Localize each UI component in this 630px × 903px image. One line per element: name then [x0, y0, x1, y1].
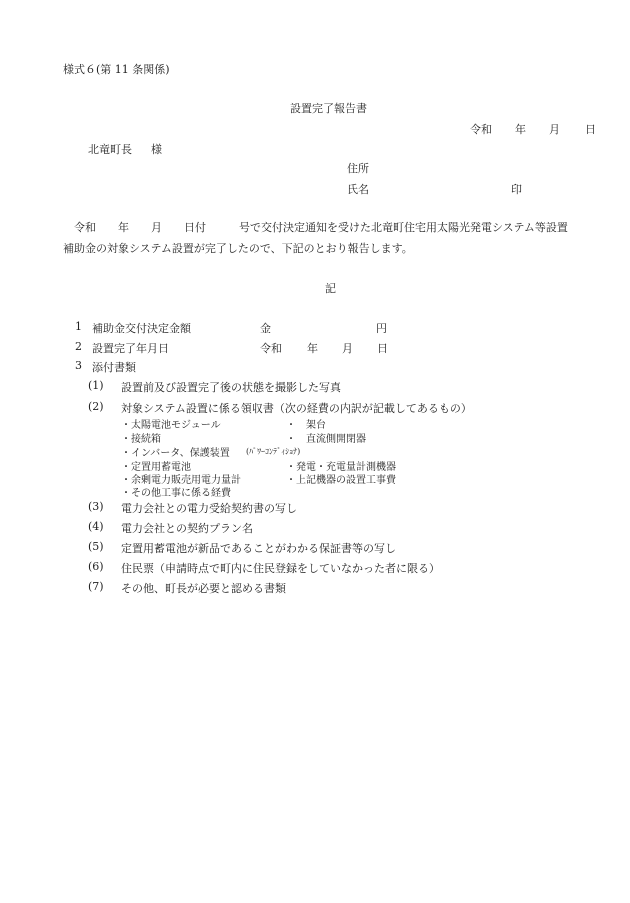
item-number: 3 [75, 359, 82, 372]
date-year: 年 [515, 123, 526, 136]
attachment-number: (6) [88, 560, 104, 573]
item-label: 設置完了年月日 [92, 342, 169, 355]
attachment-text: 定置用蓄電池が新品であることがわかる保証書等の写し [121, 542, 396, 555]
attachment-text: 電力会社との電力受給契約書の写し [121, 502, 297, 515]
attachment-number: (3) [88, 500, 104, 513]
item-label: 添付書類 [92, 361, 136, 374]
body-line-1: 令和 年 月 日付 号で交付決定通知を受けた北竜町住宅用太陽光発電システム等設置 [63, 221, 568, 234]
expense-item: ・余剰電力販売用電力量計 [121, 475, 241, 486]
expense-item: ・発電・充電量計測機器 [286, 462, 396, 473]
item-number: 2 [75, 340, 82, 353]
expense-item: ・インバータ、保護装置 [121, 448, 230, 459]
date-day: 日 [585, 123, 596, 136]
ki-heading: 記 [325, 282, 336, 295]
expense-item: ・接続箱 [121, 434, 161, 445]
attachment-text: その他、町長が必要と認める書類 [121, 582, 286, 595]
expense-item: ・上記機器の設置工事費 [286, 475, 396, 486]
attachment-number: (2) [88, 400, 104, 413]
completion-day: 日 [377, 342, 388, 355]
name-label: 氏名 [347, 183, 369, 196]
attachment-number: (7) [88, 580, 104, 593]
attachment-text: 住民票（申請時点で町内に住民登録をしていなかった者に限る） [121, 562, 440, 575]
form-label: 様式６(第 11 条関係) [63, 63, 170, 76]
attachment-number: (4) [88, 520, 104, 533]
expense-item: ・ 直流側開閉器 [286, 434, 366, 445]
attachment-text: 電力会社との契約プラン名 [121, 522, 253, 535]
amount-unit: 円 [376, 322, 387, 335]
expense-item: ・ 架台 [286, 420, 326, 431]
addressee-honorific: 様 [151, 143, 162, 156]
document-title: 設置完了報告書 [290, 102, 367, 115]
date-month: 月 [549, 123, 560, 136]
date-era: 令和 [470, 123, 492, 136]
attachment-number: (1) [88, 379, 104, 392]
addressee-name: 北竜町長 [88, 143, 132, 156]
item-label: 補助金交付決定金額 [92, 322, 191, 335]
attachment-number: (5) [88, 540, 104, 553]
completion-year: 年 [307, 342, 318, 355]
body-line-2: 補助金の対象システム設置が完了したので、下記のとおり報告します。 [63, 242, 413, 255]
inverter-note: (ﾊﾟﾜｰｺﾝﾃﾞｨｼｮﾅ) [246, 447, 301, 456]
address-label: 住所 [347, 162, 369, 175]
expense-item: ・定置用蓄電池 [121, 462, 191, 473]
completion-month: 月 [342, 342, 353, 355]
attachment-text: 対象システム設置に係る領収書（次の経費の内訳が記載してあるもの） [121, 402, 472, 415]
attachment-text: 設置前及び設置完了後の状態を撮影した写真 [121, 381, 341, 394]
completion-era: 令和 [260, 342, 282, 355]
expense-item: ・その他工事に係る経費 [121, 488, 231, 499]
amount-prefix: 金 [260, 322, 271, 335]
expense-item: ・太陽電池モジュール [121, 420, 221, 431]
item-number: 1 [75, 320, 82, 333]
seal-label: 印 [511, 183, 522, 196]
